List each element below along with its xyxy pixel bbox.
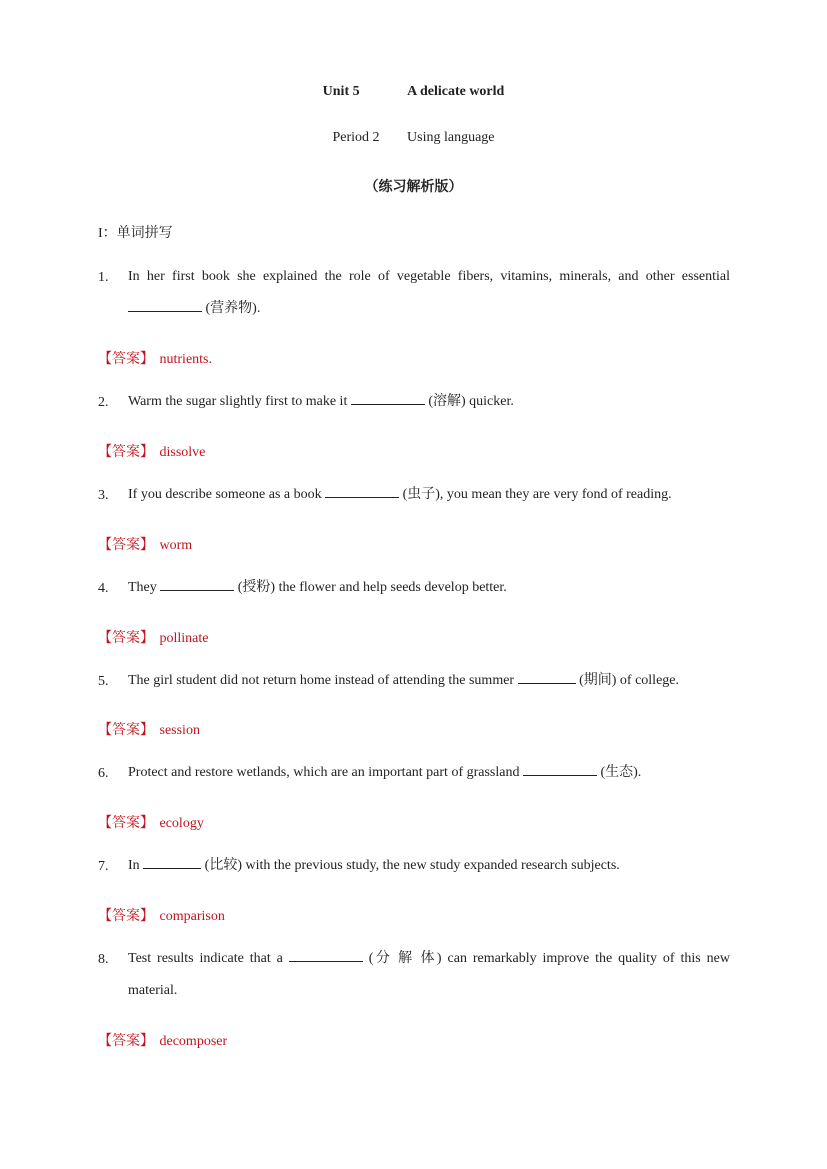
question-number: 8. <box>98 952 109 967</box>
question-after: (比较) with the previous study, the new study expanded research subjects. <box>204 858 620 873</box>
question-text <box>128 850 730 882</box>
answer-text: session <box>159 723 200 738</box>
question-item <box>98 766 730 789</box>
answer-blank <box>325 485 399 498</box>
answer-line <box>98 348 212 368</box>
question-before: In her first book she explained the role of vegetable fibers, vitamins, minerals, and other essential <box>128 269 730 284</box>
period-title: Using language <box>407 130 495 145</box>
question-item <box>98 952 730 1007</box>
question-text <box>128 572 730 604</box>
answer-blank <box>128 299 202 312</box>
answer-blank <box>289 949 363 962</box>
document-subtitle <box>0 130 827 146</box>
answer-text: ecology <box>159 816 204 831</box>
answer-tag: 【答案】 <box>98 631 154 646</box>
answer-tag: 【答案】 <box>98 352 154 367</box>
answer-tag: 【答案】 <box>98 1034 154 1049</box>
answer-blank <box>351 392 425 405</box>
answer-blank <box>518 671 576 684</box>
answer-text: nutrients. <box>159 352 212 367</box>
answer-text: pollinate <box>159 631 209 646</box>
question-after: (营养物). <box>205 301 261 316</box>
answer-blank <box>143 856 201 869</box>
answer-line <box>98 441 205 461</box>
question-before: In <box>128 858 140 873</box>
version-label: （练习解析版） <box>364 180 463 195</box>
unit-title: A delicate world <box>407 84 505 99</box>
period-label: Period 2 <box>332 130 380 145</box>
question-after: (授粉) the flower and help seeds develop better. <box>237 580 507 595</box>
answer-text: worm <box>159 538 193 553</box>
question-after: (生态). <box>600 765 642 780</box>
question-after: (溶解) quicker. <box>428 394 514 409</box>
answer-tag: 【答案】 <box>98 445 154 460</box>
question-text <box>128 757 730 789</box>
section-heading: I：单词拼写 <box>98 226 173 241</box>
question-item <box>98 395 730 418</box>
answer-text: decomposer <box>159 1034 228 1049</box>
question-before: Warm the sugar slightly first to make it <box>128 394 348 409</box>
question-number: 4. <box>98 581 109 596</box>
document-title <box>0 84 827 100</box>
question-number: 7. <box>98 859 109 874</box>
question-number: 3. <box>98 488 109 503</box>
question-number: 1. <box>98 270 109 285</box>
question-text <box>128 479 730 511</box>
answer-text: dissolve <box>159 445 206 460</box>
question-number: 2. <box>98 395 109 410</box>
answer-text: comparison <box>159 909 225 924</box>
question-after: (虫子), you mean they are very fond of reading. <box>402 487 672 502</box>
answer-blank <box>160 578 234 591</box>
question-text <box>128 665 730 697</box>
question-item <box>98 581 730 604</box>
question-before: If you describe someone as a book <box>128 487 322 502</box>
answer-tag: 【答案】 <box>98 538 154 553</box>
question-text <box>128 261 730 325</box>
unit-number: Unit 5 <box>322 84 360 99</box>
question-number: 6. <box>98 766 109 781</box>
question-number: 5. <box>98 674 109 689</box>
answer-tag: 【答案】 <box>98 816 154 831</box>
answer-line <box>98 719 200 739</box>
question-item <box>98 270 730 325</box>
question-before: Protect and restore wetlands, which are an important part of grassland <box>128 765 520 780</box>
question-text <box>128 943 730 1007</box>
question-after: (分 解 体) can remarkably improve the quality of this new material. <box>128 951 730 998</box>
answer-tag: 【答案】 <box>98 909 154 924</box>
answer-line <box>98 627 209 647</box>
answer-tag: 【答案】 <box>98 723 154 738</box>
question-before: Test results indicate that a <box>128 951 283 966</box>
question-before: The girl student did not return home instead of attending the summer <box>128 673 515 688</box>
answer-blank <box>523 763 597 776</box>
question-before: They <box>128 580 157 595</box>
question-item <box>98 488 730 511</box>
answer-line <box>98 812 204 832</box>
question-text <box>128 386 730 418</box>
answer-line <box>98 905 225 925</box>
question-after: (期间) of college. <box>579 673 680 688</box>
answer-line <box>98 1030 227 1050</box>
question-item <box>98 859 730 882</box>
answer-line <box>98 534 192 554</box>
question-item <box>98 674 730 697</box>
